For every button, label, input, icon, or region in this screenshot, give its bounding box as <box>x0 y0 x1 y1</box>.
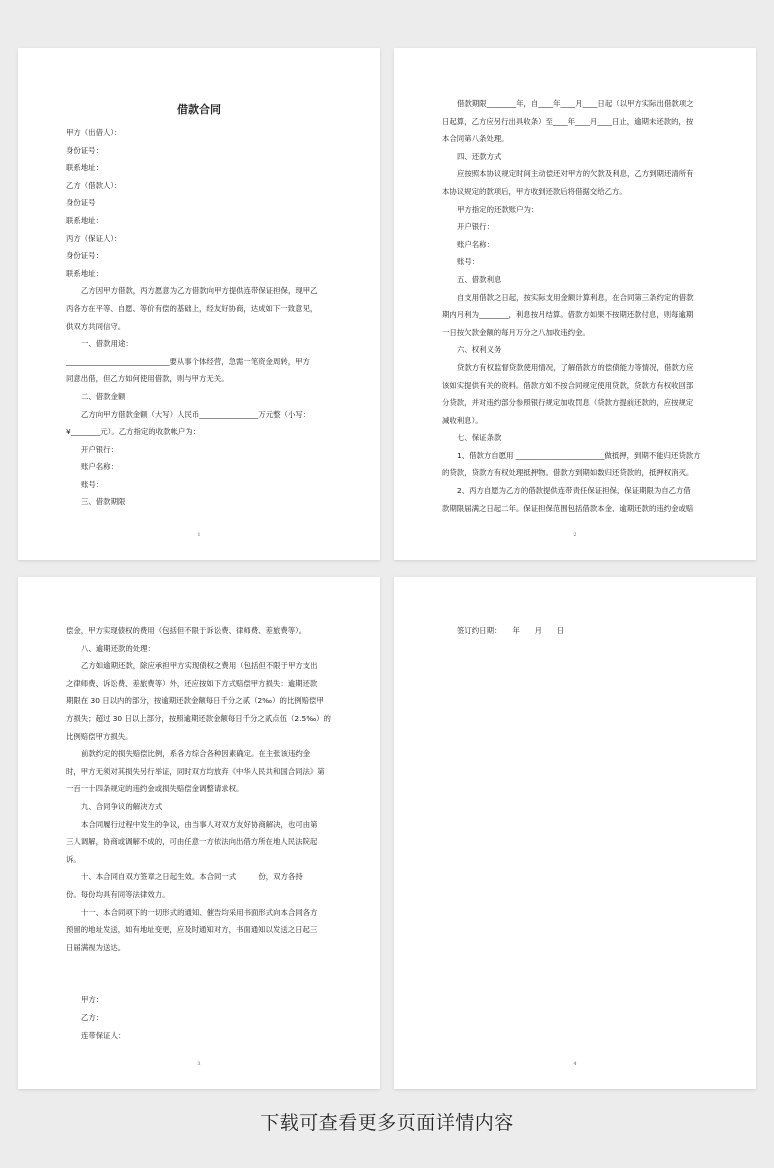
text-line: 账号： <box>81 479 104 489</box>
text-line: 身份证号： <box>66 251 103 261</box>
text-line: 乙方： <box>81 1013 104 1023</box>
text-line: 款期限届满之日起二年。保证担保范围包括借款本金、逾期还款的违约金或赔 <box>442 503 694 513</box>
text-line: 身份证号 <box>66 198 96 208</box>
text-line: 时，甲方无须对其损失另行举证，同时双方均放弃《中华人民共和国合同法》第 <box>66 766 325 776</box>
text-line: 该如实提供有关的资料。借款方如不按合同规定使用贷款，贷款方有权收回部 <box>442 380 694 390</box>
text-line: 诉。 <box>66 854 81 864</box>
text-line: 账户名称： <box>81 462 118 472</box>
document-page-3 <box>18 577 380 1089</box>
text-line: 应按照本协议规定时间主动偿还对甲方的欠款及利息，乙方到期还清所有 <box>457 169 694 179</box>
text-line <box>66 956 332 974</box>
text-line: 账户名称： <box>457 239 494 249</box>
text-line: 自支用借款之日起，按实际支用金额计算利息，在合同第三条约定的借款 <box>457 292 694 302</box>
page-number: 3 <box>197 1061 201 1067</box>
text-line: 甲方（出借人）： <box>66 128 122 137</box>
text-line: 之律师费、诉讼费、差旅费等）外，还应按如下方式赔偿甲方损失：逾期还款 <box>66 678 318 688</box>
text-line: 偿金，甲方实现债权的费用（包括但不限于诉讼费、律师费、差旅费等）。 <box>66 626 307 635</box>
document-page-2 <box>394 48 756 560</box>
text-line: 乙方（借款人）： <box>66 180 122 190</box>
text-line: 联系地址： <box>66 215 103 225</box>
text-line: 六、权利义务 <box>457 345 502 355</box>
text-line: 期内月利为________，利息按月结算。借款方如果不按期还款付息，则每逾期 <box>442 310 694 320</box>
text-line: 七、保证条款 <box>457 433 502 443</box>
text-line: 前款约定的损失赔偿比例，系各方综合各种因素确定。在主张该违约金 <box>81 749 311 759</box>
text-line: 甲方： <box>81 995 104 1005</box>
text-line: 十一、本合同项下的一切形式的通知、催告均采用书面形式向本合同各方 <box>81 907 318 917</box>
download-more-caption: 下载可查看更多页面详情内容 <box>260 1112 514 1134</box>
text-line: 八、逾期还款的处理： <box>81 643 155 653</box>
text-line: 本协议规定的款项后，甲方收到还款后将借据交给乙方。 <box>442 186 627 196</box>
page-text <box>66 124 332 511</box>
document-page-4 <box>394 577 756 1089</box>
text-line: 十、本合同自双方签章之日起生效。本合同一式 份，双方各持 <box>81 872 303 882</box>
text-line: ¥________元）。乙方指定的收款帐户为： <box>66 427 201 437</box>
text-line: 一、借款用途： <box>81 339 133 349</box>
text-line: 联系地址： <box>66 268 103 278</box>
text-line: 期限在 30 日以内的部分，按逾期还款金额每日千分之贰（2‰）的比例赔偿甲 <box>66 696 324 706</box>
text-line: 乙方向甲方借款金额（大写）人民币________________万元整（小写： <box>81 409 311 419</box>
text-line: 九、合同争议的解决方式 <box>81 801 163 811</box>
text-line: 方损失；超过 30 日以上部分，按照逾期还款金额每日千分之贰点伍（2.5‰）的 <box>66 713 331 723</box>
text-line: 供双方共同信守。 <box>66 321 126 331</box>
text-line: 一日按欠款金额的每月万分之八加收违约金。 <box>442 327 590 337</box>
page-number: 2 <box>573 532 577 538</box>
text-line: 日届满视为送达。 <box>66 942 126 952</box>
text-line: 乙方如逾期还款，除应承担甲方实现债权之费用（包括但不限于甲方支出 <box>81 661 318 671</box>
text-line: 本合同第八条处理。 <box>442 134 509 144</box>
text-line: 日起算，乙方应另行出具收条）至____年____月____日止，逾期未还款的，按 <box>442 116 694 126</box>
text-line: 三、借款期限 <box>81 497 126 507</box>
text-line: 甲方指定的还款账户为： <box>457 204 539 214</box>
page-text <box>442 95 708 517</box>
text-line: 一百一十四条规定的违约金或损失赔偿金调整请求权。 <box>66 784 244 794</box>
text-line: 分贷款，并对违约部分参照银行规定加收罚息（贷款方提前还款的，应按规定 <box>442 398 694 408</box>
text-line: 借款期限________年，自____年____月____日起（以甲方实际出借款项之 <box>457 99 694 108</box>
page-text <box>66 622 332 1044</box>
text-line: 同意出借，但乙方如何使用借款，则与甲方无关。 <box>66 374 229 384</box>
page-number: 4 <box>573 1061 577 1067</box>
text-line: 预留的地址发送，如有地址变更，应及时通知对方，书面通知以发送之日起三 <box>66 925 318 935</box>
text-line: 丙方（保证人）： <box>66 233 122 243</box>
text-line: 四、还款方式 <box>457 151 502 161</box>
text-line: 签订约日期： 年 月 日 <box>457 626 565 635</box>
page-text <box>442 622 708 640</box>
text-line: 乙方因甲方借款，丙方愿意为乙方借款向甲方提供连带保证担保，现甲乙 <box>81 286 318 296</box>
contract-title: 借款合同 <box>177 103 221 116</box>
text-line: 联系地址： <box>66 163 103 173</box>
text-line: 开户银行： <box>81 444 118 454</box>
page-number: 1 <box>197 532 201 538</box>
text-line: 1、借款方自愿用 ________________________做抵押，到期不能归还贷款方 <box>457 450 701 460</box>
text-line: 五、借款利息 <box>457 274 502 284</box>
text-line: 本合同履行过程中发生的争议，由当事人对双方友好协商解决，也可由第 <box>81 819 318 829</box>
text-line: 连带保证人： <box>81 1030 126 1040</box>
text-line: 身份证号： <box>66 145 103 155</box>
text-line: 丙各方在平等、自愿、等价有偿的基础上，经友好协商，达成如下一致意见， <box>66 303 318 313</box>
text-line: 2、丙方自愿为乙方的借款提供连带责任保证担保，保证期限为自乙方借 <box>457 486 691 496</box>
text-line: ____________________________要从事个体经营，急需一笔资金周转，甲方 <box>66 356 310 366</box>
text-line: 账号： <box>457 257 480 267</box>
text-line: 二、借款金额 <box>81 391 126 401</box>
text-line: 贷款方有权监督贷款使用情况，了解借款方的偿债能力等情况，借款方应 <box>457 362 694 372</box>
document-page-1 <box>18 48 380 560</box>
text-line: 三人调解，协商或调解不成的，可由任意一方依法向出借方所在地人民法院起 <box>66 837 318 847</box>
text-line: 减收利息）。 <box>442 415 483 425</box>
text-line: 开户银行： <box>457 222 494 232</box>
text-line <box>66 974 332 992</box>
text-line: 比例赔偿甲方损失。 <box>66 731 133 741</box>
text-line: 份。每份均具有同等法律效力。 <box>66 889 170 899</box>
text-line: 的贷款，贷款方有权处理抵押物。借款方到期如数归还贷款的，抵押权消灭。 <box>442 468 694 478</box>
